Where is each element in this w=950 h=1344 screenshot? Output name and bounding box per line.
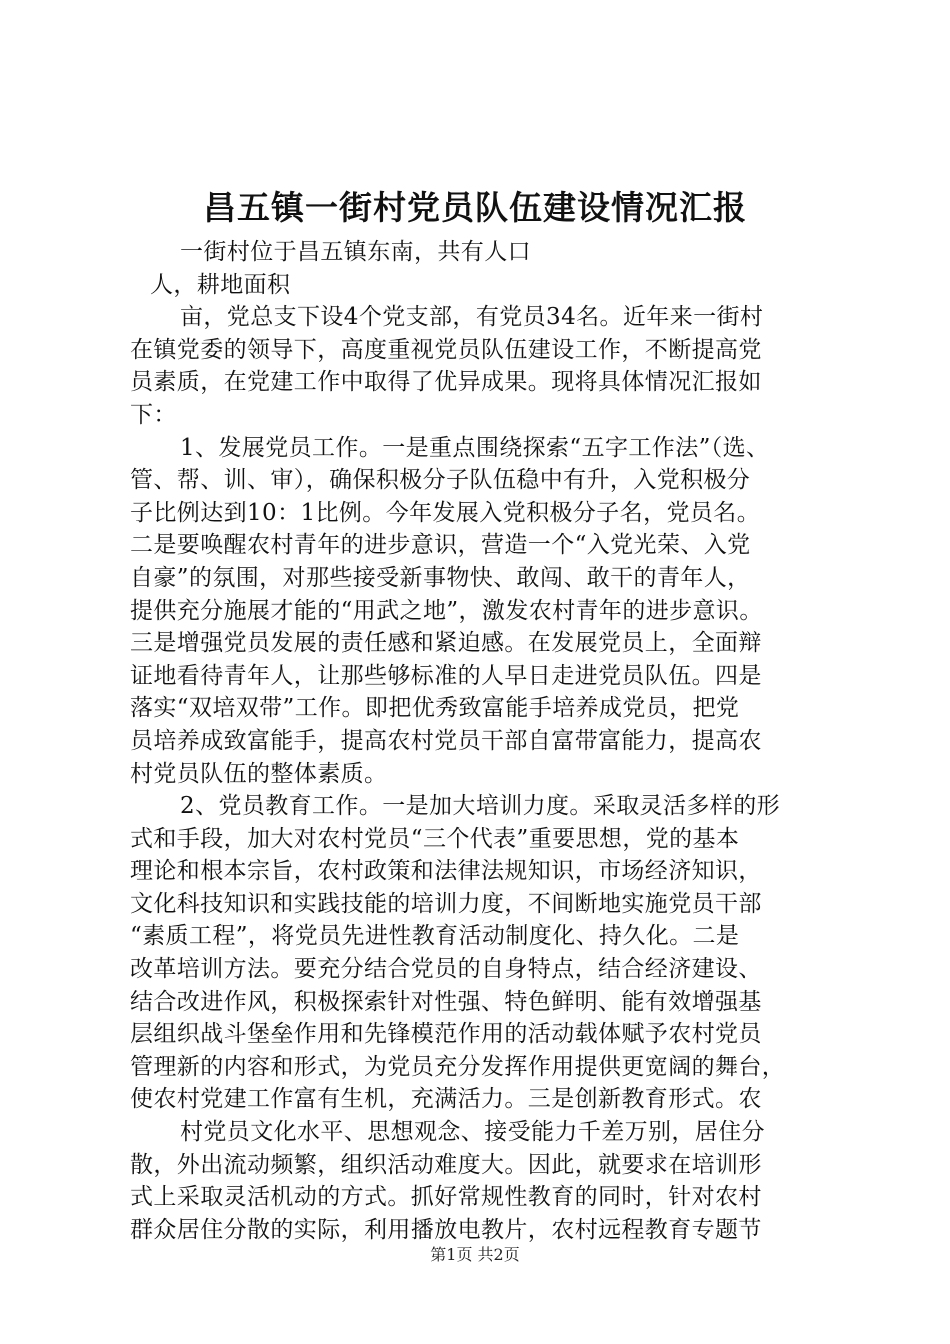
paragraph-line: 改革培训方法。要充分结合党员的自身特点，结合经济建设、 xyxy=(130,956,762,983)
paragraph-line: “素质工程”，将党员先进性教育活动制度化、持久化。二是 xyxy=(130,923,740,950)
paragraph-line: 在镇党委的领导下，高度重视党员队伍建设工作，不断提高党 xyxy=(130,336,762,363)
paragraph-line: 员培养成致富能手，提高农村党员干部自富带富能力，提高农 xyxy=(130,727,762,754)
paragraph-line: 村党员文化水平、思想观念、接受能力千差万别，居住分 xyxy=(180,1119,765,1146)
paragraph-line: 式和手段，加大对农村党员“三个代表”重要思想，党的基本 xyxy=(130,825,740,852)
paragraph-line: 理论和根本宗旨，农村政策和法律法规知识，市场经济知识， xyxy=(130,858,762,885)
paragraph-line: 二是要唤醒农村青年的进步意识，营造一个“入党光荣、入党 xyxy=(130,532,751,559)
paragraph-line: 员素质，在党建工作中取得了优异成果。现将具体情况汇报如 xyxy=(130,369,762,396)
paragraph-line: 使农村党建工作富有生机，充满活力。三是创新教育形式。农 xyxy=(130,1086,762,1113)
paragraph-line: 落实“双培双带”工作。即把优秀致富能手培养成党员，把党 xyxy=(130,695,740,722)
paragraph-line: 亩，党总支下设4个党支部，有党员34名。近年来一街村 xyxy=(180,304,764,331)
paragraph-line: 文化科技知识和实践技能的培训力度，不间断地实施党员干部 xyxy=(130,890,762,917)
paragraph-line: 层组织战斗堡垒作用和先锋模范作用的活动载体赋予农村党员 xyxy=(130,1021,762,1048)
paragraph-line: 人，耕地面积 xyxy=(150,271,291,298)
paragraph-line: 管、帮、训、审），确保积极分子队伍稳中有升，入党积极分 xyxy=(130,467,751,494)
paragraph-line: 结合改进作风，积极探索针对性强、特色鲜明、能有效增强基 xyxy=(130,988,762,1015)
paragraph-line: 一街村位于昌五镇东南，共有人口 xyxy=(180,239,531,265)
paragraph-line: 2、党员教育工作。一是加大培训力度。采取灵活多样的形 xyxy=(180,793,781,820)
paragraph-line: 自豪”的氛围，对那些接受新事物快、敢闯、敢干的青年人， xyxy=(130,564,751,591)
paragraph-line: 群众居住分散的实际，利用播放电教片，农村远程教育专题节 xyxy=(130,1216,762,1243)
paragraph-line: 村党员队伍的整体素质。 xyxy=(130,760,388,787)
document-title: 昌五镇一街村党员队伍建设情况汇报 xyxy=(203,188,747,227)
paragraph-line: 三是增强党员发展的责任感和紧迫感。在发展党员上，全面辩 xyxy=(130,630,762,657)
paragraph-line: 式上采取灵活机动的方式。抓好常规性教育的同时，针对农村 xyxy=(130,1184,762,1211)
page-number-footer: 第1页 共2页 xyxy=(430,1245,520,1264)
paragraph-line: 1、发展党员工作。一是重点围绕探索“五字工作法”（选、 xyxy=(180,434,770,461)
paragraph-line: 证地看待青年人，让那些够标准的人早日走进党员队伍。四是 xyxy=(130,662,762,689)
paragraph-line: 提供充分施展才能的“用武之地”，激发农村青年的进步意识。 xyxy=(130,597,763,624)
paragraph-line: 管理新的内容和形式，为党员充分发挥作用提供更宽阔的舞台， xyxy=(130,1053,786,1080)
document-body xyxy=(130,236,830,1246)
paragraph-line: 下： xyxy=(130,401,177,428)
paragraph-line: 子比例达到10：1比例。今年发展入党积极分子名，党员名。 xyxy=(130,499,761,526)
paragraph-line: 散，外出流动频繁，组织活动难度大。因此，就要求在培训形 xyxy=(130,1151,762,1178)
